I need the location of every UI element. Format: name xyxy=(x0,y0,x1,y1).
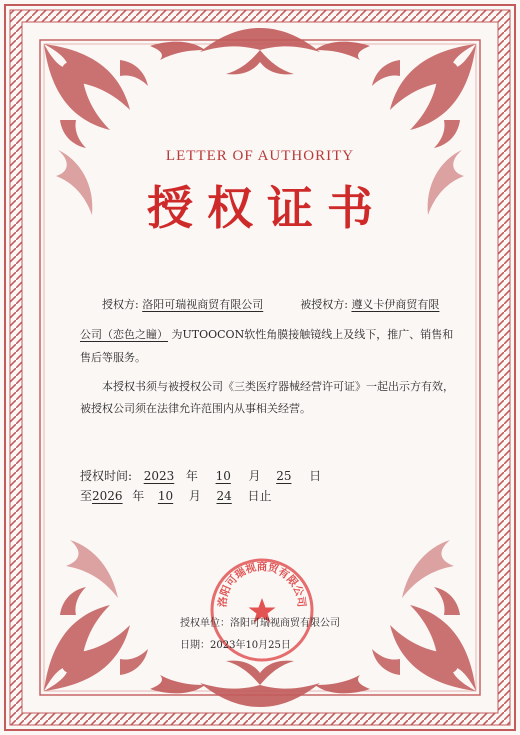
parties-line xyxy=(102,296,439,312)
grantee-label: 被授权方: xyxy=(300,298,348,311)
start-month-unit: 月 xyxy=(248,469,261,483)
scope-line-2: 售后等服务。 xyxy=(80,351,146,364)
title-english: LETTER OF AUTHORITY xyxy=(165,148,355,164)
start-day: 25 xyxy=(276,469,292,483)
title-chinese: 授权证书 xyxy=(147,181,387,235)
grantor-label: 授权方: xyxy=(102,298,139,311)
scope-text-1: 为UTOOCON软性角膜接触镜线上及线下，推广、销售和 xyxy=(171,328,454,341)
period-label: 授权时间: xyxy=(80,469,133,483)
validity-line-1: 本授权书须与被授权公司《三类医疗器械经营许可证》一起出示方有效， xyxy=(102,380,454,393)
issuer-line: 授权单位：洛阳可瑞视商贸有限公司 xyxy=(180,618,340,629)
end-month-unit: 月 xyxy=(188,489,201,503)
end-prefix: 至 xyxy=(80,489,93,503)
validity-line-2: 被授权公司须在法律允许范围内从事相关经营。 xyxy=(80,402,311,415)
start-year-unit: 年 xyxy=(185,469,198,483)
scope-line-1 xyxy=(80,326,453,342)
grantee-name-part2: 公司（恋色之瞳） xyxy=(80,328,168,341)
seal-text: 洛阳可瑞视商贸有限公司 xyxy=(216,561,308,608)
period-end-line xyxy=(80,487,271,504)
end-year: 2026 xyxy=(92,489,123,503)
grantor-name: 洛阳可瑞视商贸有限公司 xyxy=(142,298,264,311)
end-day: 24 xyxy=(216,489,232,503)
start-day-unit: 日 xyxy=(309,469,322,483)
start-month: 10 xyxy=(215,469,231,483)
end-year-unit: 年 xyxy=(132,489,145,503)
end-suffix: 日止 xyxy=(247,489,272,503)
grantee-name-part1: 遵义卡伊商贸有限 xyxy=(351,298,440,311)
period-start-line xyxy=(80,467,321,484)
end-month: 10 xyxy=(157,489,174,503)
start-year: 2023 xyxy=(143,469,175,483)
date-line: 日期：2023年10月25日 xyxy=(180,640,291,651)
